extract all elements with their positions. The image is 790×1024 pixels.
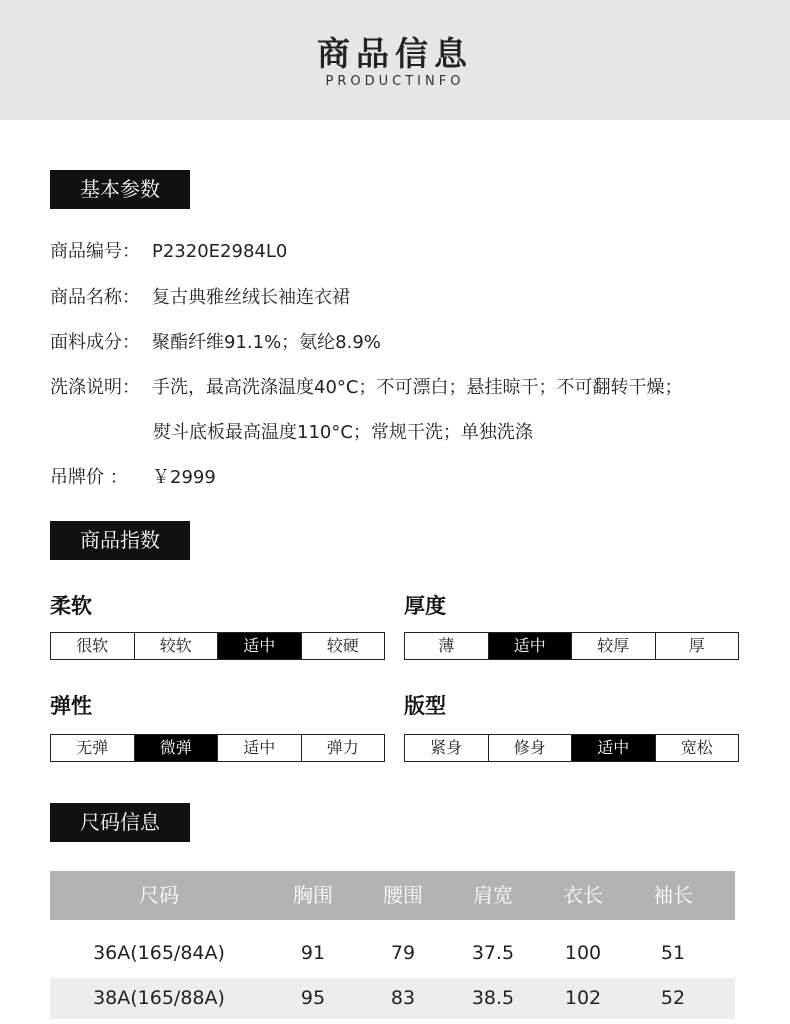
table-cell: 83 xyxy=(390,987,416,1009)
section-tag-index: 商品指数 xyxy=(50,521,190,560)
scale-option: 紧身 xyxy=(405,735,489,761)
table-cell: 38.5 xyxy=(471,987,515,1009)
size-table-header xyxy=(50,871,735,920)
index-scale-softness xyxy=(50,632,385,660)
header-banner xyxy=(0,0,790,120)
param-row-name xyxy=(50,283,350,309)
section-tag-basic: 基本参数 xyxy=(50,170,190,209)
param-label: 商品编号： xyxy=(50,241,140,262)
param-row-fabric xyxy=(50,328,381,354)
param-value: ￥2999 xyxy=(152,467,216,488)
column-header: 肩宽 xyxy=(473,883,513,907)
param-row-code xyxy=(50,237,287,263)
table-cell: 102 xyxy=(564,987,602,1009)
index-title-softness: 柔软 xyxy=(50,594,92,618)
scale-option: 很软 xyxy=(51,633,135,659)
param-label: 面料成分： xyxy=(50,332,140,353)
param-row-wash xyxy=(50,373,682,399)
column-header: 胸围 xyxy=(293,883,333,907)
param-label: 洗涤说明： xyxy=(50,377,140,398)
param-value: P2320E2984L0 xyxy=(152,241,288,262)
scale-option: 弹力 xyxy=(326,738,359,757)
param-value-wash-cont: 熨斗底板最高温度110°C；常规干洗；单独洗涤 xyxy=(153,422,533,443)
param-label: 吊牌价 ： xyxy=(50,467,128,488)
table-cell: 79 xyxy=(390,942,416,964)
index-title-fit: 版型 xyxy=(404,694,446,718)
index-title-thickness: 厚度 xyxy=(404,594,446,618)
table-row xyxy=(50,978,735,1019)
scale-option: 宽松 xyxy=(680,738,713,757)
scale-option: 薄 xyxy=(405,633,489,659)
param-value: 复古典雅丝绒长袖连衣裙 xyxy=(152,287,350,308)
param-label: 商品名称： xyxy=(50,287,140,308)
page-subtitle: PRODUCTINFO xyxy=(325,74,465,89)
param-value: 手洗，最高洗涤温度40°C；不可漂白；悬挂晾干；不可翻转干燥； xyxy=(152,377,683,398)
scale-option: 厚 xyxy=(688,636,705,655)
table-cell: 95 xyxy=(300,987,326,1009)
param-value: 聚酯纤维91.1%；氨纶8.9% xyxy=(152,332,381,353)
scale-option: 较厚 xyxy=(572,633,656,659)
index-title-elasticity: 弹性 xyxy=(50,694,92,718)
table-cell: 100 xyxy=(564,942,602,964)
param-row-price xyxy=(50,463,216,489)
table-cell: 36A(165/84A) xyxy=(93,942,225,964)
table-cell: 38A(165/88A) xyxy=(93,987,225,1009)
table-cell: 52 xyxy=(660,987,686,1009)
scale-option-selected: 适中 xyxy=(572,735,656,761)
scale-option: 适中 xyxy=(218,735,302,761)
table-cell: 37.5 xyxy=(471,942,515,964)
page-title: 商品信息 xyxy=(317,34,473,73)
scale-option: 无弹 xyxy=(51,735,135,761)
section-tag-size: 尺码信息 xyxy=(50,803,190,842)
scale-option-selected: 微弹 xyxy=(135,735,219,761)
index-scale-elasticity xyxy=(50,734,385,762)
table-row xyxy=(50,933,735,974)
table-cell: 91 xyxy=(300,942,326,964)
index-scale-fit xyxy=(404,734,739,762)
column-header: 袖长 xyxy=(653,883,693,907)
scale-option: 较硬 xyxy=(326,636,359,655)
scale-option-selected: 适中 xyxy=(218,633,302,659)
column-header: 腰围 xyxy=(383,883,423,907)
index-scale-thickness xyxy=(404,632,739,660)
scale-option-selected: 适中 xyxy=(489,633,573,659)
size-table xyxy=(50,871,735,1019)
scale-option: 修身 xyxy=(489,735,573,761)
column-header: 尺码 xyxy=(139,883,179,907)
column-header: 衣长 xyxy=(563,883,603,907)
scale-option: 较软 xyxy=(135,633,219,659)
table-cell: 51 xyxy=(660,942,686,964)
